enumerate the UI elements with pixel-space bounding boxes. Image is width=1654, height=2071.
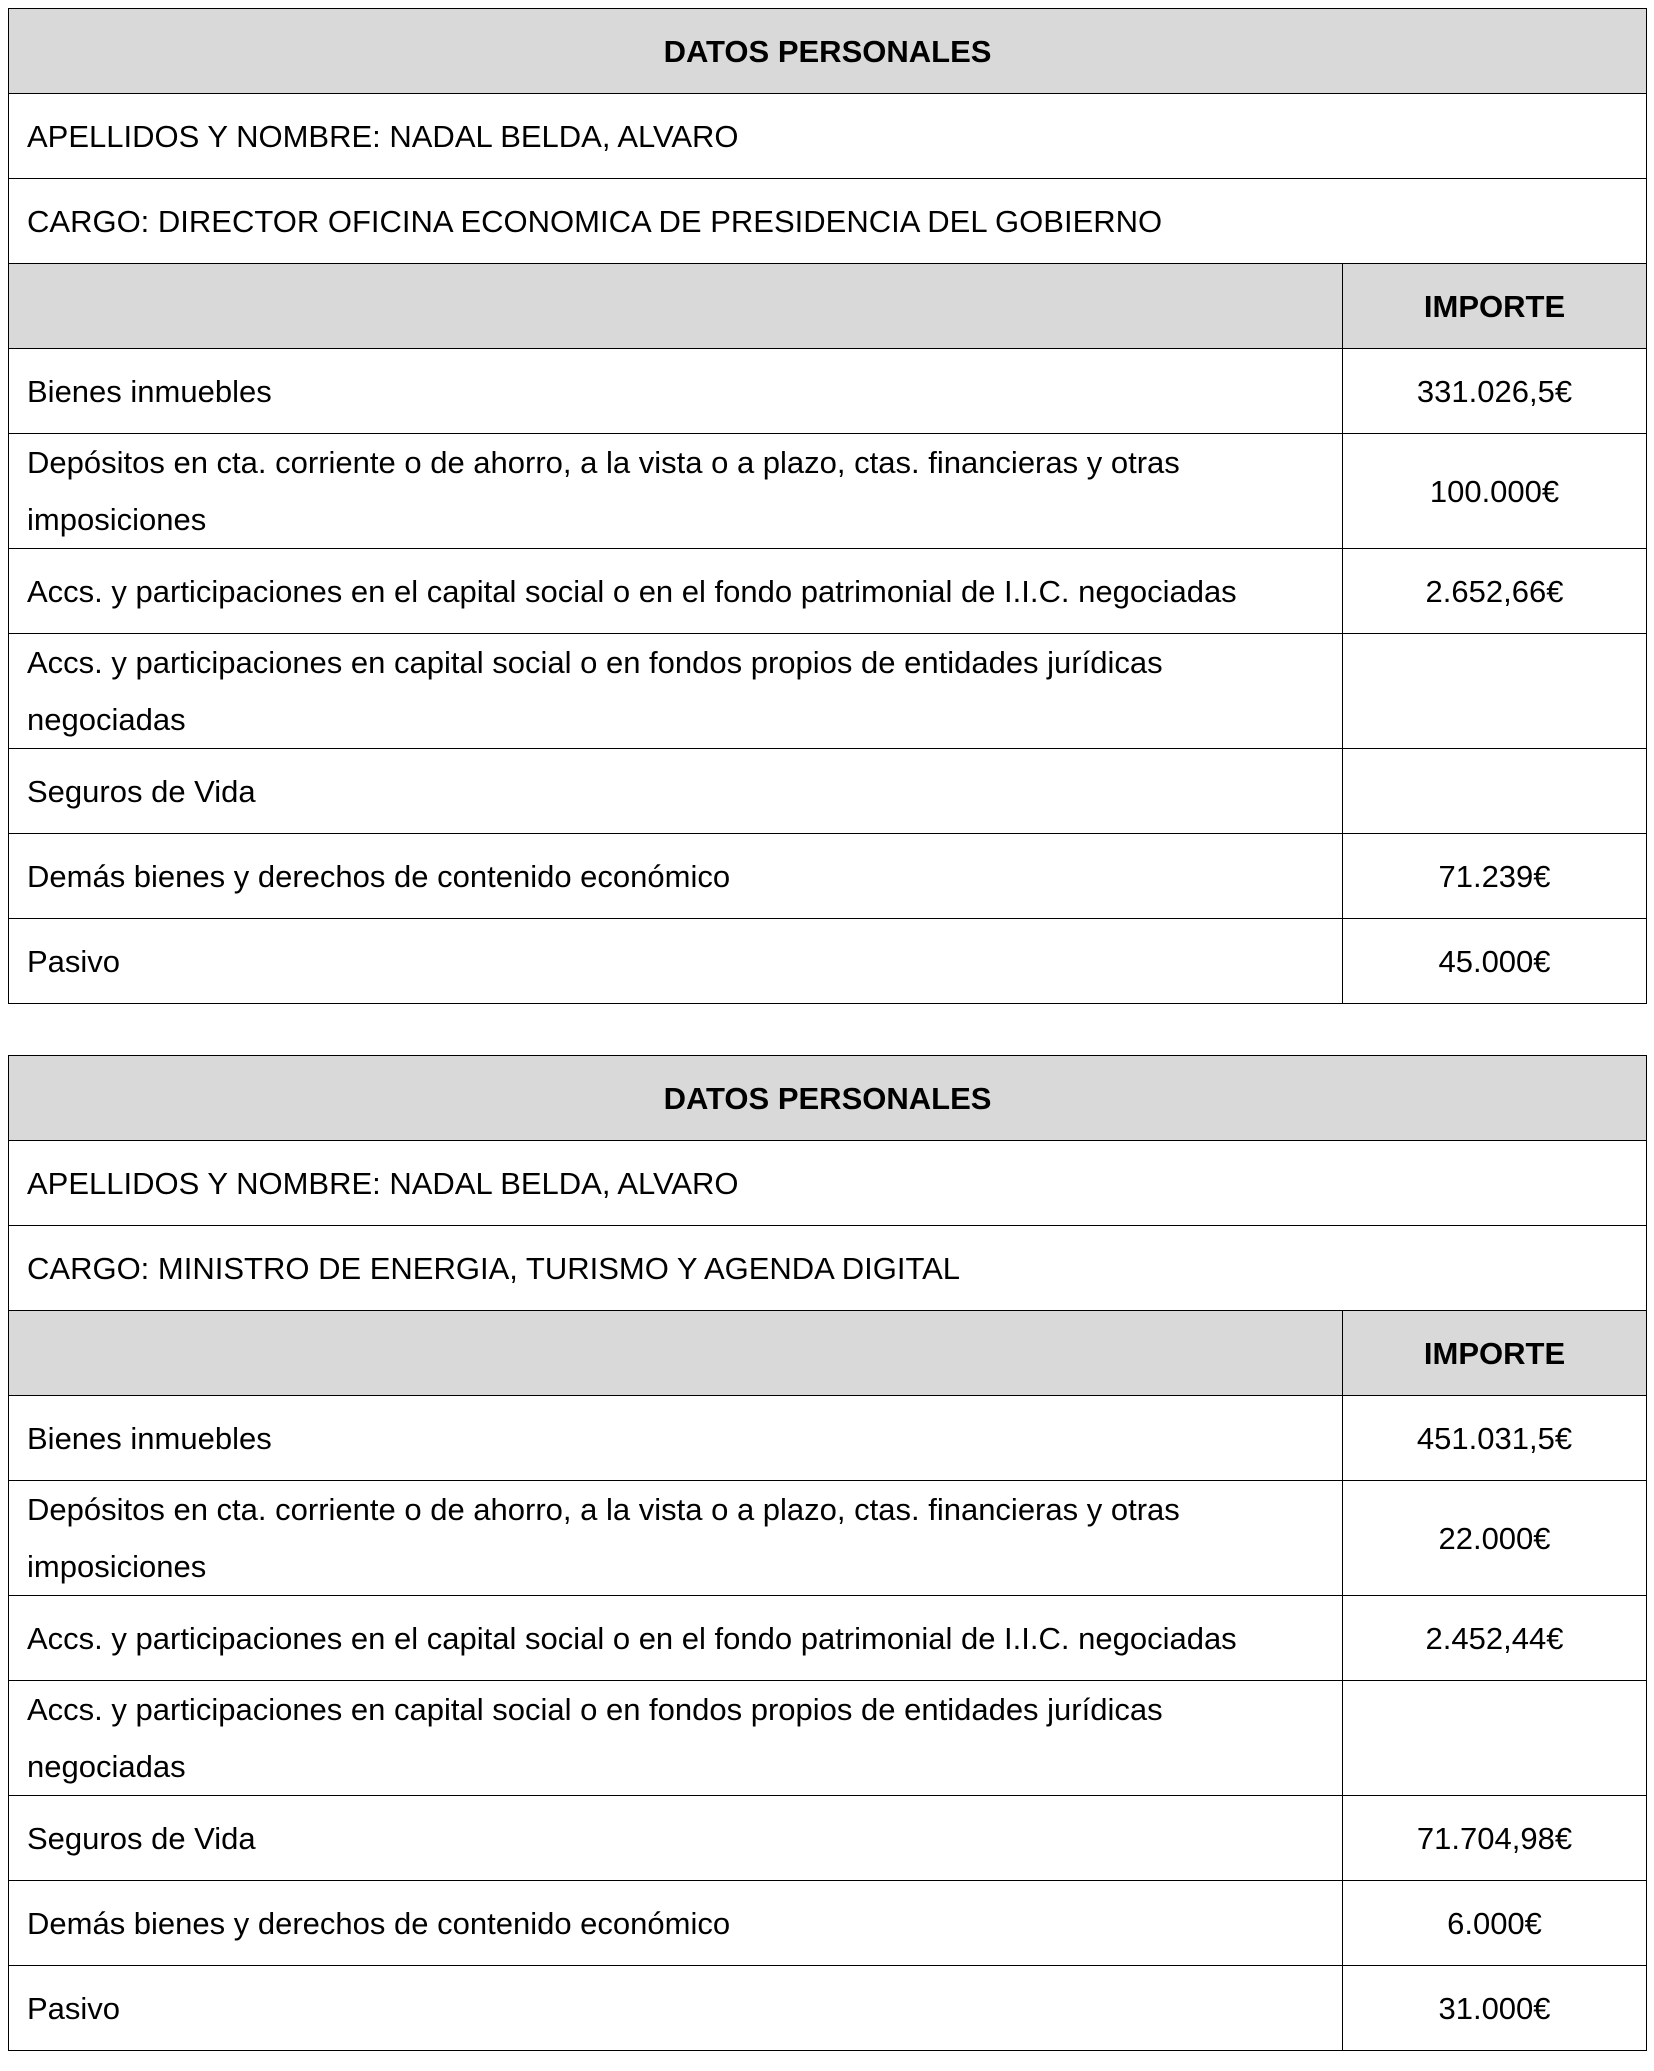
- row-label: Seguros de Vida: [9, 749, 1343, 834]
- row-label: Accs. y participaciones en el capital social o en el fondo patrimonial de I.I.C. negociadas: [9, 1596, 1343, 1681]
- row-amount: 31.000€: [1343, 1966, 1647, 2051]
- amount-column-header: IMPORTE: [1343, 1311, 1647, 1396]
- row-amount: 331.026,5€: [1343, 349, 1647, 434]
- cargo-line: CARGO: DIRECTOR OFICINA ECONOMICA DE PRESIDENCIA DEL GOBIERNO: [9, 179, 1647, 264]
- name-row: [9, 1141, 1647, 1226]
- row-amount: 71.704,98€: [1343, 1796, 1647, 1881]
- row-label: Bienes inmuebles: [9, 1396, 1343, 1481]
- section-title-row: [9, 1056, 1647, 1141]
- column-header-row: [9, 1311, 1647, 1396]
- table-row: [9, 1596, 1647, 1681]
- row-label: Depósitos en cta. corriente o de ahorro, a la vista o a plazo, ctas. financieras y otras imposiciones: [9, 434, 1343, 549]
- row-amount: 71.239€: [1343, 834, 1647, 919]
- row-amount: [1343, 634, 1647, 749]
- row-amount: 2.652,66€: [1343, 549, 1647, 634]
- table-row: [9, 1681, 1647, 1796]
- label-column-header: [9, 264, 1343, 349]
- row-label: Accs. y participaciones en el capital social o en el fondo patrimonial de I.I.C. negociadas: [9, 549, 1343, 634]
- cargo-row: [9, 1226, 1647, 1311]
- name-line: APELLIDOS Y NOMBRE: NADAL BELDA, ALVARO: [9, 94, 1647, 179]
- row-amount: 451.031,5€: [1343, 1396, 1647, 1481]
- row-amount: 22.000€: [1343, 1481, 1647, 1596]
- table-row: [9, 919, 1647, 1004]
- name-row: [9, 94, 1647, 179]
- row-amount: [1343, 1681, 1647, 1796]
- name-line: APELLIDOS Y NOMBRE: NADAL BELDA, ALVARO: [9, 1141, 1647, 1226]
- row-label: Accs. y participaciones en capital social o en fondos propios de entidades jurídicas negociadas: [9, 634, 1343, 749]
- table-row: [9, 1966, 1647, 2051]
- table-row: [9, 434, 1647, 549]
- row-amount: 45.000€: [1343, 919, 1647, 1004]
- row-label: Demás bienes y derechos de contenido económico: [9, 834, 1343, 919]
- column-header-row: [9, 264, 1647, 349]
- table-row: [9, 834, 1647, 919]
- amount-column-header: IMPORTE: [1343, 264, 1647, 349]
- table-row: [9, 1796, 1647, 1881]
- row-label: Demás bienes y derechos de contenido económico: [9, 1881, 1343, 1966]
- cargo-row: [9, 179, 1647, 264]
- row-amount: 100.000€: [1343, 434, 1647, 549]
- asset-declaration-table: [8, 8, 1647, 1004]
- section-title: DATOS PERSONALES: [9, 9, 1647, 94]
- table-row: [9, 549, 1647, 634]
- section-title: DATOS PERSONALES: [9, 1056, 1647, 1141]
- row-label: Depósitos en cta. corriente o de ahorro, a la vista o a plazo, ctas. financieras y otras imposiciones: [9, 1481, 1343, 1596]
- row-label: Bienes inmuebles: [9, 349, 1343, 434]
- row-label: Seguros de Vida: [9, 1796, 1343, 1881]
- table-row: [9, 749, 1647, 834]
- row-amount: [1343, 749, 1647, 834]
- cargo-line: CARGO: MINISTRO DE ENERGIA, TURISMO Y AGENDA DIGITAL: [9, 1226, 1647, 1311]
- asset-declaration-table: [8, 1055, 1647, 2051]
- table-row: [9, 634, 1647, 749]
- row-label: Pasivo: [9, 919, 1343, 1004]
- row-amount: 6.000€: [1343, 1881, 1647, 1966]
- label-column-header: [9, 1311, 1343, 1396]
- table-row: [9, 1881, 1647, 1966]
- row-amount: 2.452,44€: [1343, 1596, 1647, 1681]
- table-row: [9, 1481, 1647, 1596]
- row-label: Pasivo: [9, 1966, 1343, 2051]
- row-label: Accs. y participaciones en capital social o en fondos propios de entidades jurídicas negociadas: [9, 1681, 1343, 1796]
- section-title-row: [9, 9, 1647, 94]
- table-row: [9, 349, 1647, 434]
- table-row: [9, 1396, 1647, 1481]
